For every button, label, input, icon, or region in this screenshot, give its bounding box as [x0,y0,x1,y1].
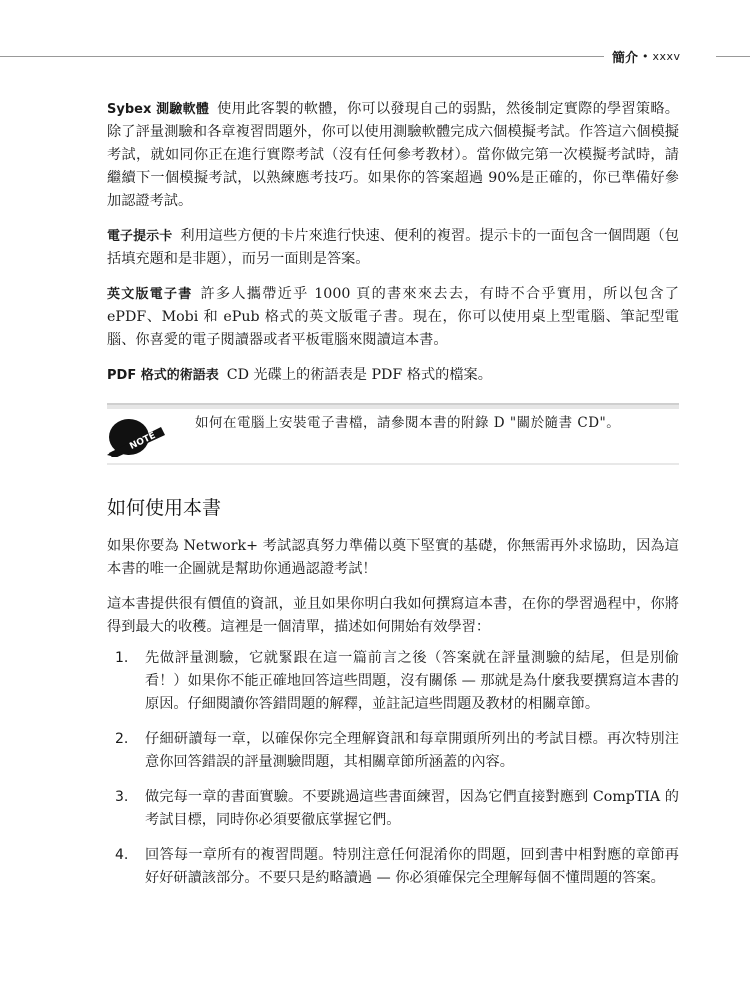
list-item [107,844,679,890]
list-item [107,786,679,832]
list-item [107,728,679,774]
term-sybex: Sybex 測驗軟體 [107,102,210,117]
step-number: 4. [115,847,129,863]
header-bullet: • [642,49,649,63]
header-title: 簡介 [612,50,639,66]
term-ebook: 英文版電子書 [107,287,193,302]
header-rule-right [716,56,750,57]
paragraph-ebook [107,283,679,352]
term-flashcards: 電子提示卡 [107,229,173,244]
note-box [107,403,679,465]
note-label: NOTE [128,430,158,452]
paragraph-sybex [107,98,679,213]
step-number: 3. [115,789,129,805]
paragraph-glossary [107,364,679,387]
header-rule-left [0,56,604,57]
note-pencil-icon [105,413,165,457]
step-text: 做完每一章的書面實驗。不要跳過這些書面練習，因為它們直接對應到 CompTIA 的考試目標，同時你必須要徹底掌握它們。 [145,789,679,828]
section-title: 如何使用本書 [107,497,222,519]
text-ebook: 許多人攜帶近乎 1000 頁的書來來去去，有時不合乎實用，所以包含了 ePDF、Mobi 和 ePub 格式的英文版電子書。現在，你可以使用桌上型電腦、筆記型電腦、你喜愛的電子閱讀器或者平板電腦來閱讀這本書。 [107,286,679,348]
text-glossary: CD 光碟上的術語表是 PDF 格式的檔案。 [226,367,492,383]
section-intro-2: 這本書提供很有價值的資訊，並且如果你明白我如何撰寫這本書，在你的學習過程中，你將得到最大的收穫。這裡是一個清單，描述如何開始有效學習： [107,596,679,635]
list-item [107,647,679,716]
step-text: 仔細研讀每一章，以確保你完全理解資訊和每章開頭所列出的考試目標。再次特別注意你回答錯誤的評量測驗問題，其相關章節所涵蓋的內容。 [145,731,679,770]
text-flashcards: 利用這些方便的卡片來進行快速、便利的複習。提示卡的一面包含一個問題（包括填充題和是非題），而另一面則是答案。 [107,228,679,267]
step-text: 先做評量測驗，它就緊跟在這一篇前言之後（答案就在評量測驗的結尾，但是別偷看！）如果你不能正確地回答這些問題，沒有關係 — 那就是為什麼我要撰寫這本書的原因。仔細閱讀你答錯問題的解釋，並註記這些問題及教材的相關章節。 [145,650,679,712]
steps-list [107,647,679,890]
term-glossary: PDF 格式的術語表 [107,368,219,383]
paragraph-flashcards [107,225,679,271]
step-number: 2. [115,731,129,747]
section-intro-1: 如果你要為 Network+ 考試認真努力準備以奠下堅實的基礎，你無需再外求協助，因為這本書的唯一企圖就是幫助你通過認證考試！ [107,538,679,577]
page-body [107,98,679,902]
running-header [0,47,750,65]
step-number: 1. [115,650,129,666]
step-text: 回答每一章所有的複習問題。特別注意任何混淆你的問題，回到書中相對應的章節再好好研讀該部分。不要只是約略讀過 — 你必須確保完全理解每個不懂問題的答案。 [145,847,679,886]
note-text: 如何在電腦上安裝電子書檔，請參閱本書的附錄 D "關於隨書 CD"。 [195,415,621,431]
text-sybex: 使用此客製的軟體，你可以發現自己的弱點，然後制定實際的學習策略。除了評量測驗和各章複習問題外，你可以使用測驗軟體完成六個模擬考試。作答這六個模擬考試，就如同你正在進行實際考試（沒有任何參考教材）。當你做完第一次模擬考試時，請繼續下一個模擬考試，以熟練應考技巧。如果你的答案超過 90%是正確的，你已準備好參加認證考試。 [107,101,679,209]
page-number: xxxv [652,49,681,63]
header-text [608,47,685,65]
